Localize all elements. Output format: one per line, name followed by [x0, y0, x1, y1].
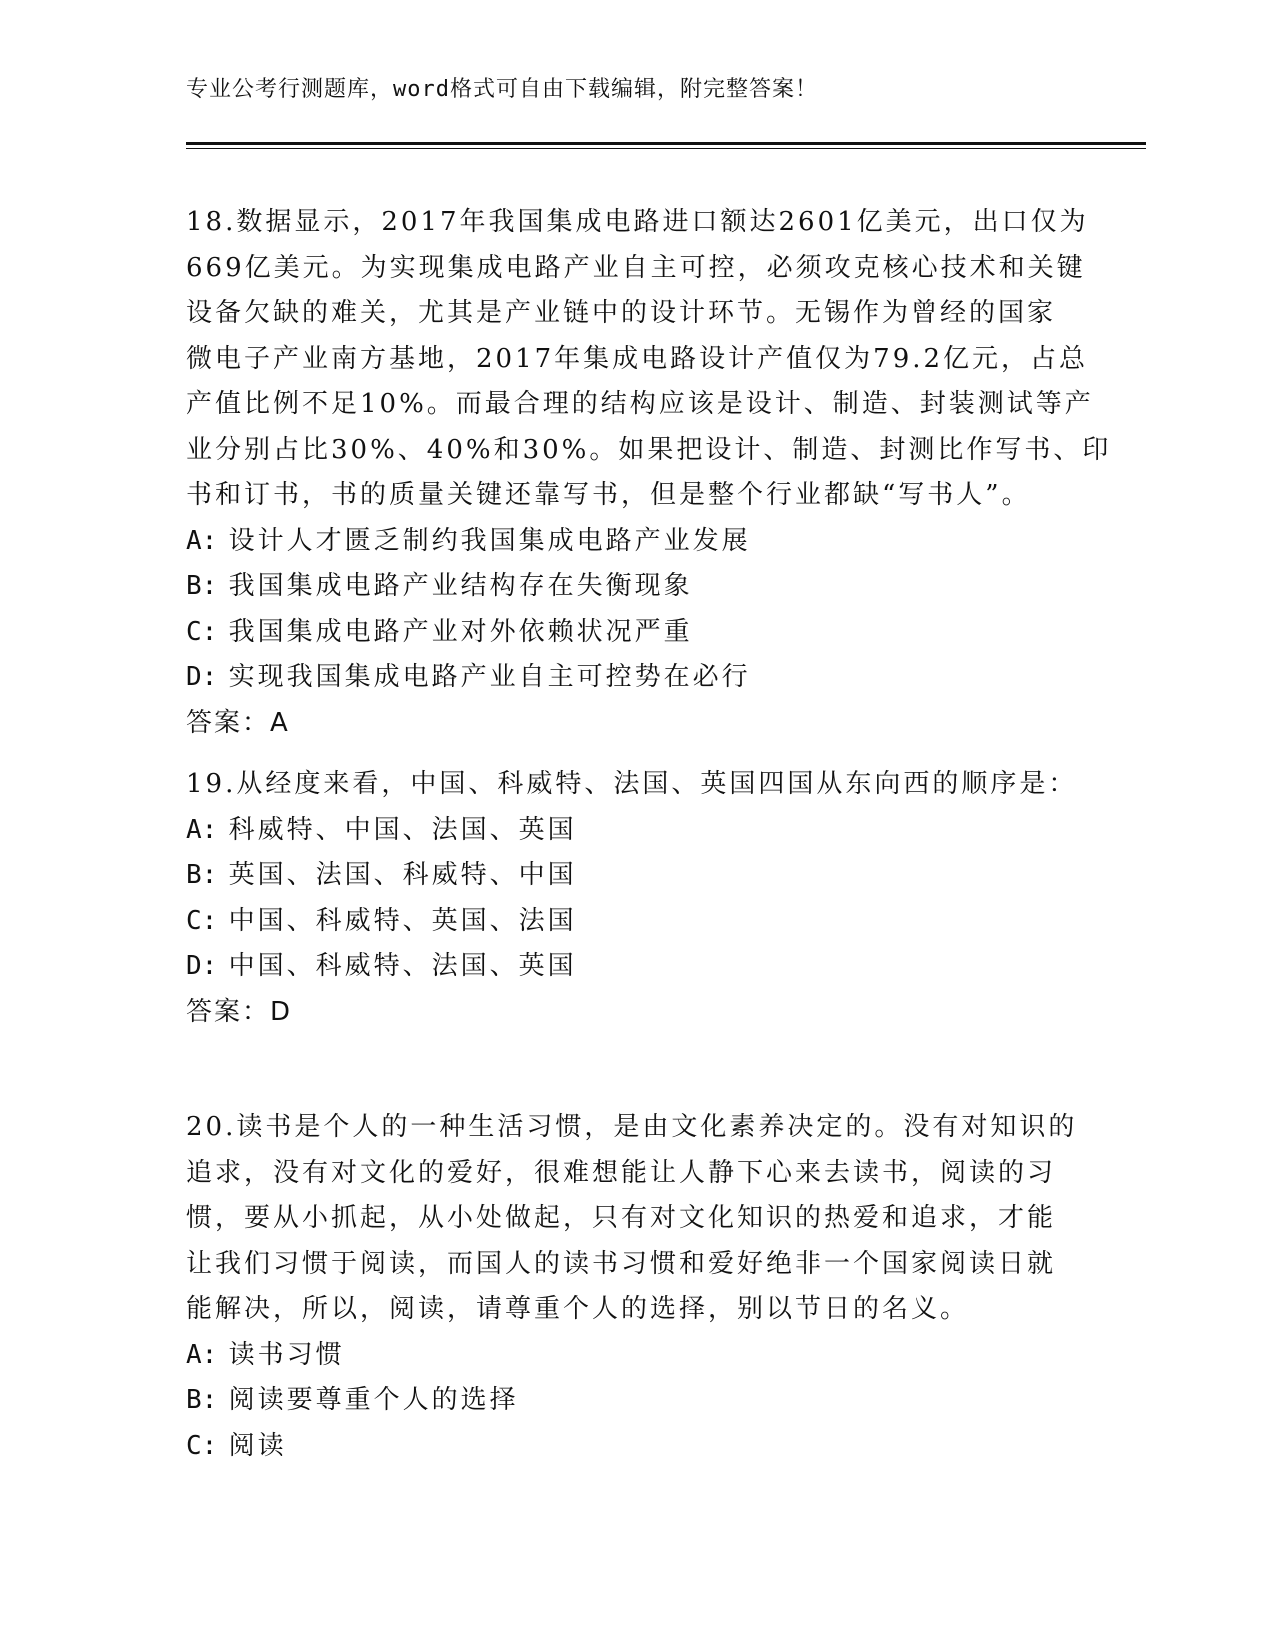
option-text: 英国、法国、科威特、中国	[228, 860, 577, 890]
question-stem-line: 18.数据显示，2017年我国集成电路进口额达2601亿美元，出口仅为	[186, 207, 1089, 237]
option-b	[186, 853, 1086, 899]
option-text: 阅读要尊重个人的选择	[228, 1385, 519, 1415]
option-c	[186, 610, 1086, 656]
question-stem-line: 设备欠缺的难关，尤其是产业链中的设计环节。无锡作为曾经的国家	[186, 298, 1057, 328]
option-b	[186, 564, 1086, 610]
option-d	[186, 655, 1086, 701]
option-letter: B:	[186, 571, 218, 601]
question-stem-line: 书和订书，书的质量关键还靠写书，但是整个行业都缺“写书人”。	[186, 480, 1031, 510]
option-letter: D:	[186, 662, 218, 692]
option-text: 实现我国集成电路产业自主可控势在必行	[228, 662, 751, 692]
option-a	[186, 1333, 1086, 1379]
question-stem-line: 19.从经度来看，中国、科威特、法国、英国四国从东向西的顺序是：	[186, 769, 1078, 799]
option-letter: C:	[186, 905, 218, 936]
question-stem-line: 能解决，所以，阅读，请尊重个人的选择，别以节日的名义。	[186, 1294, 970, 1324]
question-stem-line: 微电子产业南方基地，2017年集成电路设计产值仅为79.2亿元，占总	[186, 343, 1089, 374]
header-divider-thick	[186, 142, 1146, 145]
option-letter: D:	[186, 951, 218, 981]
question-stem-line: 20.读书是个人的一种生活习惯，是由文化素养决定的。没有对知识的	[186, 1112, 1078, 1142]
option-letter: A:	[186, 525, 218, 556]
option-c	[186, 1424, 1086, 1470]
option-text: 中国、科威特、法国、英国	[228, 951, 577, 981]
question-20	[186, 1105, 1086, 1469]
question-stem-line: 业分别占比30%、40%和30%。如果把设计、制造、封测比作写书、印	[186, 434, 1112, 465]
option-letter: A:	[186, 1339, 218, 1370]
option-text: 中国、科威特、英国、法国	[228, 905, 577, 936]
question-18	[186, 200, 1112, 746]
option-a	[186, 519, 1086, 565]
question-stem-line: 追求，没有对文化的爱好，很难想能让人静下心来去读书，阅读的习	[186, 1157, 1057, 1188]
answer-label: 答案：A	[186, 707, 290, 738]
page-header-text: 专业公考行测题库，word格式可自由下载编辑，附完整答案！	[186, 77, 818, 102]
question-stem-line: 惯，要从小抓起，从小处做起，只有对文化知识的热爱和追求，才能	[186, 1203, 1057, 1233]
question-19	[186, 762, 1086, 1035]
answer-label: 答案：D	[186, 996, 293, 1027]
option-a	[186, 808, 1086, 854]
option-text: 阅读	[228, 1430, 287, 1461]
option-text: 我国集成电路产业结构存在失衡现象	[228, 571, 693, 601]
option-text: 设计人才匮乏制约我国集成电路产业发展	[228, 525, 751, 556]
option-b	[186, 1378, 1086, 1424]
option-letter: C:	[186, 1430, 218, 1461]
question-stem-line: 让我们习惯于阅读，而国人的读书习惯和爱好绝非一个国家阅读日就	[186, 1248, 1057, 1279]
question-stem-line: 产值比例不足10%。而最合理的结构应该是设计、制造、封装测试等产	[186, 389, 1094, 419]
option-text: 科威特、中国、法国、英国	[228, 814, 577, 845]
header-divider-thin	[186, 148, 1146, 149]
option-text: 我国集成电路产业对外依赖状况严重	[228, 616, 693, 647]
question-stem-line: 669亿美元。为实现集成电路产业自主可控，必须攻克核心技术和关键	[186, 252, 1086, 283]
option-d	[186, 944, 1086, 990]
option-letter: B:	[186, 860, 218, 890]
option-letter: B:	[186, 1385, 218, 1415]
option-letter: A:	[186, 814, 218, 845]
option-letter: C:	[186, 616, 218, 647]
option-c	[186, 899, 1086, 945]
option-text: 读书习惯	[228, 1339, 345, 1370]
